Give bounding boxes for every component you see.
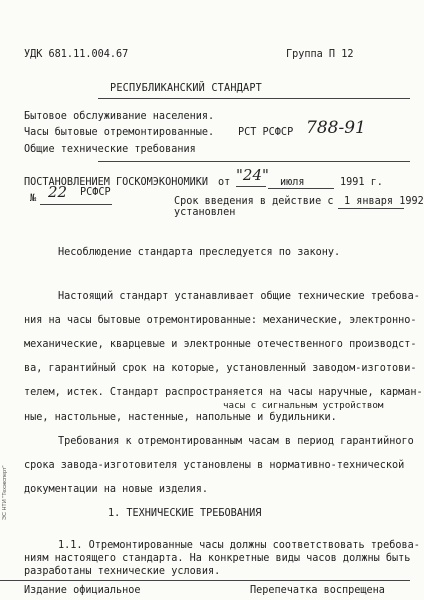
footer-reprint-prohibited: Перепечатка воспрещена <box>250 585 385 596</box>
rst-label: РСТ РСФСР <box>238 127 294 138</box>
paragraph-2-line-2: срока завода-изготовителя установлены в нормативно-технической <box>24 460 405 471</box>
divider-middle <box>98 161 410 162</box>
decree-from: от <box>218 177 231 188</box>
title-line-2: Часы бытовые отремонтированные. <box>24 127 215 138</box>
decree-line-1: ПОСТАНОВЛЕНИЕМ ГОСКОМЭКОНОМИКИ <box>24 177 209 188</box>
side-watermark: ЭС НТИ "Техэксперт" <box>2 465 8 520</box>
decree-day: "24" <box>236 166 269 184</box>
decree-month: июля <box>280 177 305 188</box>
term-date: 1 января 1992 <box>344 196 424 207</box>
decree-number: 22 <box>48 183 68 201</box>
term-established: установлен <box>174 207 236 218</box>
paragraph-3-line-1: 1.1. Отремонтированные часы должны соответствовать требова- <box>58 540 420 551</box>
footer-divider <box>0 580 410 581</box>
decree-year: 1991 г. <box>340 177 383 188</box>
term-label: Срок введения в действие с <box>174 196 334 207</box>
paragraph-1-line-6: ные, настольные, настенные, напольные и будильники. <box>24 412 337 423</box>
title-line-1: Бытовое обслуживание населения. <box>24 111 215 122</box>
paragraph-2-line-1: Требования к отремонтированным часам в период гарантийного <box>58 436 414 447</box>
paragraph-3-line-3: разработаны технические условия. <box>24 566 221 577</box>
decree-number-mark: № <box>30 193 37 204</box>
legal-notice: Несоблюдение стандарта преследуется по закону. <box>58 247 341 258</box>
term-date-underline <box>338 208 404 209</box>
paragraph-1-line-3: механические, кварцевые и электронные отечественного производст- <box>24 339 417 350</box>
divider-top <box>98 98 410 99</box>
paragraph-3-line-2: ниям настоящего стандарта. На конкретные виды часов должны быть <box>24 553 411 564</box>
paragraph-1-line-2: ния на часы бытовые отремонтированные: механические, электронно- <box>24 315 417 326</box>
decree-month-underline <box>268 188 334 189</box>
section-title: 1. ТЕХНИЧЕСКИЕ ТРЕБОВАНИЯ <box>108 508 262 519</box>
standard-type: РЕСПУБЛИКАНСКИЙ СТАНДАРТ <box>110 83 263 94</box>
udk-code: УДК 681.11.004.67 <box>24 49 129 60</box>
paragraph-2-line-3: документации на новые изделия. <box>24 484 209 495</box>
paragraph-1-line-5: телем, истек. Стандарт распространяется на часы наручные, карман- <box>24 387 423 398</box>
group-code: Группа П 12 <box>286 49 354 60</box>
footer-official-edition: Издание официальное <box>24 585 141 596</box>
rst-number: 788-91 <box>306 118 366 138</box>
decree-number-underline <box>40 204 112 205</box>
paragraph-1-line-4: ва, гарантийный срок на которые, установленный заводом-изготови- <box>24 363 417 374</box>
insert-note: часы с сигнальным устройством <box>223 400 384 411</box>
paragraph-1-line-1: Настоящий стандарт устанавливает общие технические требова- <box>58 291 420 302</box>
title-line-3: Общие технические требования <box>24 144 196 155</box>
decree-day-underline <box>236 186 266 187</box>
decree-line-2: РСФСР <box>80 187 111 198</box>
